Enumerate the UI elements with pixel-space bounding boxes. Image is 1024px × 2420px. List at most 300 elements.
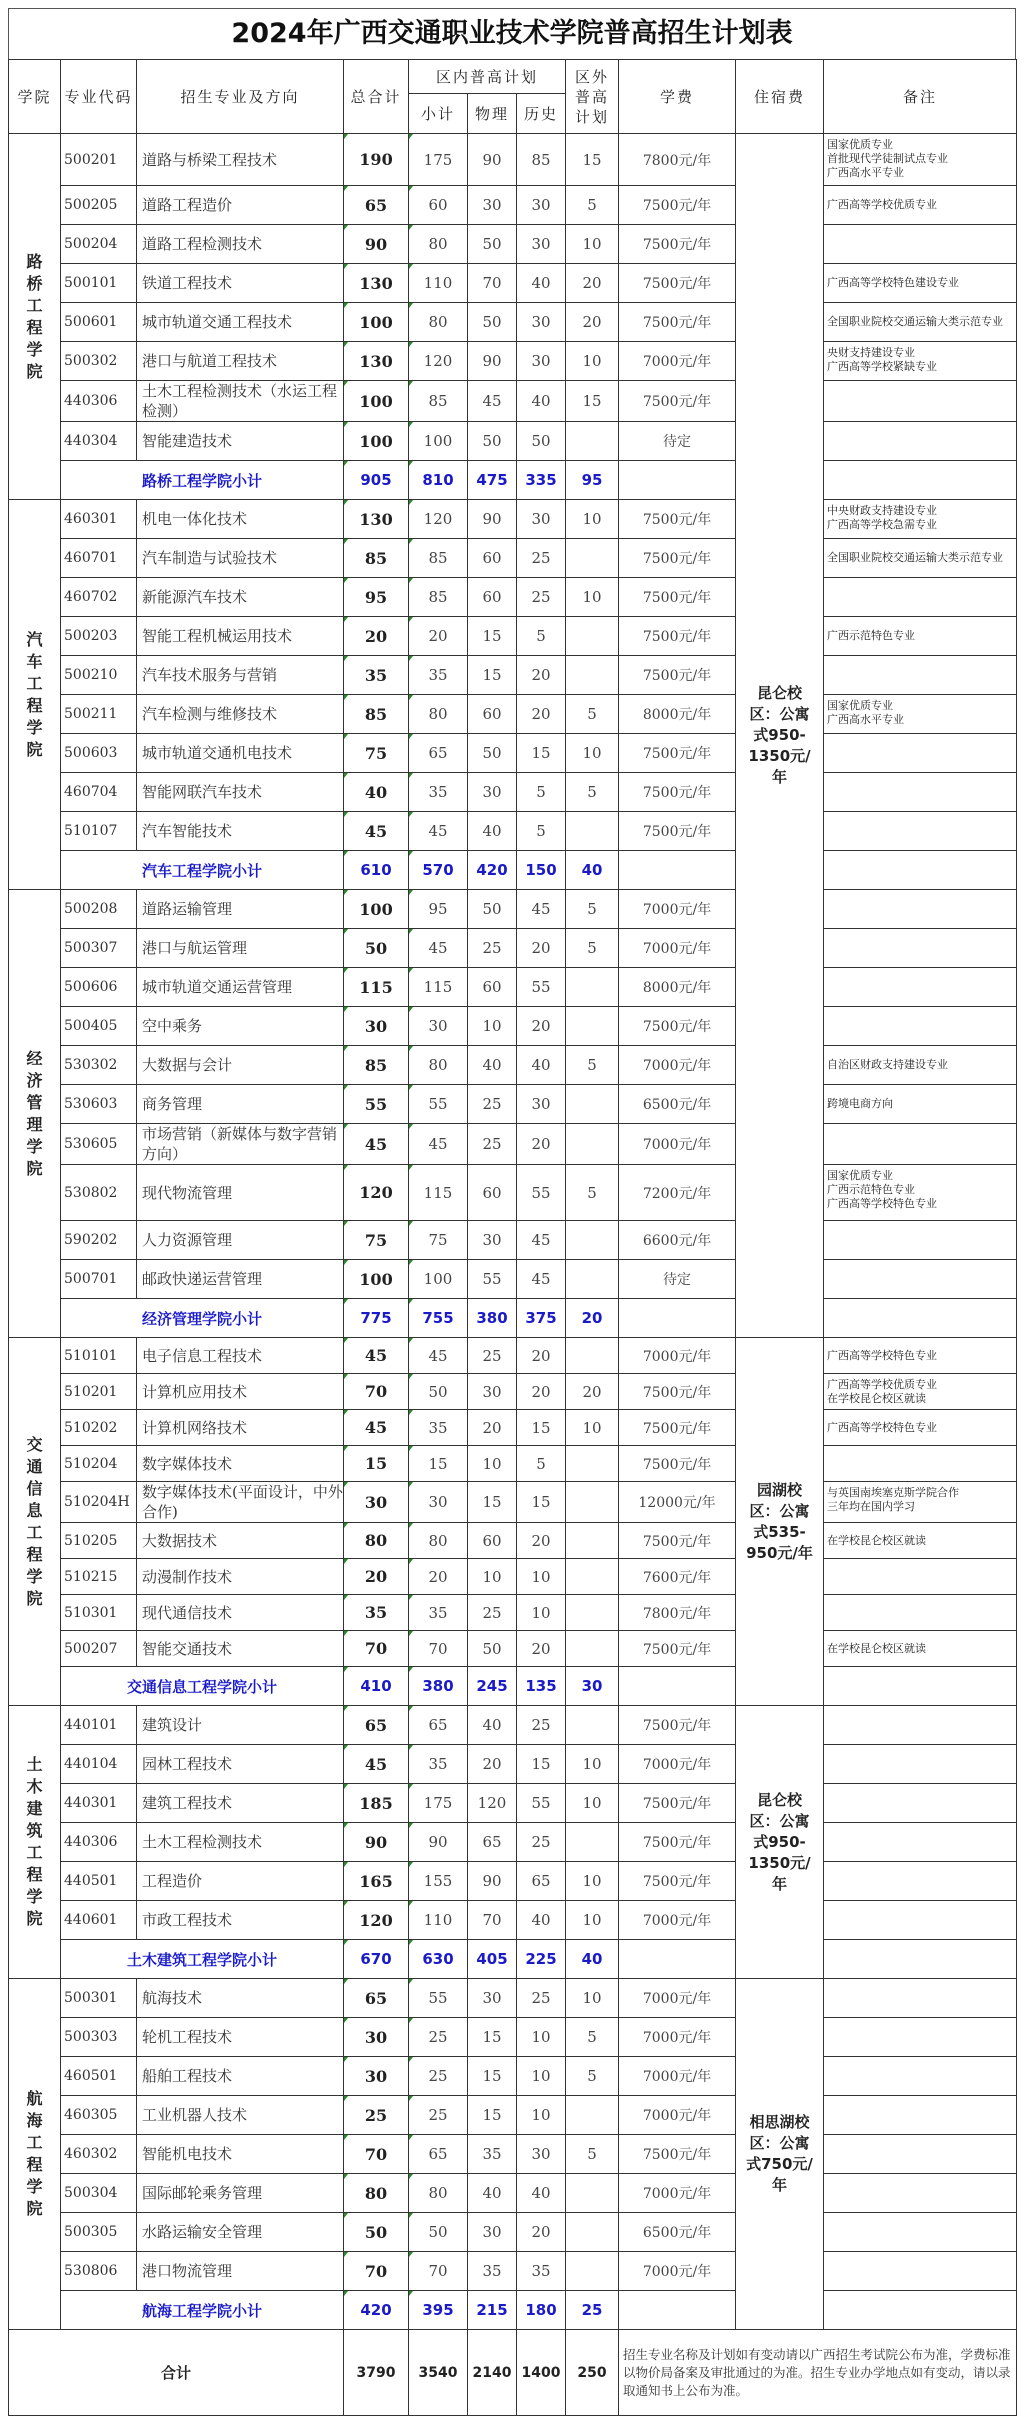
table-row (9, 1165, 1017, 1221)
college-name-char: 筑 (26, 1821, 43, 1840)
major-code: 500210 (61, 656, 137, 695)
major-code: 510107 (61, 812, 137, 851)
physics-count: 60 (468, 1165, 517, 1221)
major-name: 计算机网络技术 (137, 1410, 344, 1446)
major-code: 530802 (61, 1165, 137, 1221)
college-name-char: 管 (26, 1092, 43, 1112)
table-row (9, 1007, 1017, 1046)
remark-line: 国家优质专业 (827, 1169, 894, 1182)
history-count: 25 (517, 578, 566, 617)
major-code: 460701 (61, 539, 137, 578)
total-count: 100 (344, 422, 409, 461)
out-region-count: 5 (566, 890, 619, 929)
subtotal-out: 25 (566, 2291, 619, 2330)
total-count: 30 (344, 1007, 409, 1046)
header-dorm: 住宿费 (736, 60, 824, 134)
in-region-subtotal: 35 (409, 1410, 468, 1446)
history-count: 15 (517, 1410, 566, 1446)
remark-cell (824, 734, 1017, 773)
physics-count: 10 (468, 1007, 517, 1046)
history-count: 30 (517, 186, 566, 225)
tuition-fee: 7500元/年 (619, 773, 736, 812)
total-count: 45 (344, 1124, 409, 1165)
table-row (9, 2213, 1017, 2252)
tuition-fee: 7500元/年 (619, 1007, 736, 1046)
remark-cell (824, 1631, 1017, 1667)
major-name: 智能交通技术 (137, 1631, 344, 1667)
out-region-count: 10 (566, 1410, 619, 1446)
header-remark: 备注 (824, 60, 1017, 134)
physics-count: 25 (468, 1595, 517, 1631)
subtotal-out: 95 (566, 461, 619, 500)
history-count: 5 (517, 812, 566, 851)
remark-line: 广西高水平专业 (827, 713, 905, 726)
subtotal-label: 交通信息工程学院小计 (61, 1667, 344, 1706)
dorm-fee-cell (736, 1706, 824, 1979)
in-region-subtotal: 115 (409, 968, 468, 1007)
total-count: 100 (344, 303, 409, 342)
major-name: 水路运输安全管理 (137, 2213, 344, 2252)
total-count: 100 (344, 1260, 409, 1299)
in-region-subtotal: 85 (409, 539, 468, 578)
physics-count: 10 (468, 1446, 517, 1482)
tuition-fee: 7500元/年 (619, 381, 736, 422)
college-name-cell (9, 134, 61, 500)
subtotal-subtotal: 380 (409, 1667, 468, 1706)
table-header (9, 60, 1017, 134)
remark-line: 跨境电商方向 (827, 1097, 894, 1110)
remark-cell (824, 2057, 1017, 2096)
subtotal-physics: 215 (468, 2291, 517, 2330)
total-count: 75 (344, 734, 409, 773)
in-region-subtotal: 45 (409, 812, 468, 851)
major-code: 500301 (61, 1979, 137, 2018)
major-code: 440601 (61, 1901, 137, 1940)
in-region-subtotal: 25 (409, 2018, 468, 2057)
total-count: 30 (344, 2057, 409, 2096)
major-code: 590202 (61, 1221, 137, 1260)
tuition-fee: 7500元/年 (619, 225, 736, 264)
major-code: 500606 (61, 968, 137, 1007)
major-name: 城市轨道交通运营管理 (137, 968, 344, 1007)
in-region-subtotal: 80 (409, 1523, 468, 1559)
tuition-fee: 6600元/年 (619, 1221, 736, 1260)
physics-count: 25 (468, 1124, 517, 1165)
history-count: 10 (517, 2057, 566, 2096)
total-count: 35 (344, 656, 409, 695)
history-count: 20 (517, 1374, 566, 1410)
tuition-fee: 7200元/年 (619, 1165, 736, 1221)
subtotal-remark-empty (824, 1940, 1017, 1979)
out-region-count: 10 (566, 1862, 619, 1901)
total-count: 115 (344, 968, 409, 1007)
college-name-char: 息 (26, 1500, 43, 1520)
header-out-region: 区外普高计划 (566, 60, 619, 134)
physics-count: 50 (468, 225, 517, 264)
history-count: 25 (517, 1823, 566, 1862)
in-region-subtotal: 175 (409, 134, 468, 186)
tuition-fee: 待定 (619, 422, 736, 461)
physics-count: 50 (468, 1631, 517, 1667)
college-name-char: 院 (26, 1158, 43, 1178)
history-count: 35 (517, 2252, 566, 2291)
remark-cell (824, 1165, 1017, 1221)
tuition-fee: 7500元/年 (619, 1410, 736, 1446)
total-count: 95 (344, 578, 409, 617)
tuition-fee: 7500元/年 (619, 500, 736, 539)
subtotal-tuition-empty (619, 1299, 736, 1338)
remark-line: 央财支持建设专业 (827, 346, 916, 359)
remark-cell (824, 134, 1017, 186)
total-count: 165 (344, 1862, 409, 1901)
history-count: 15 (517, 734, 566, 773)
subtotal-label: 航海工程学院小计 (61, 2291, 344, 2330)
physics-count: 60 (468, 578, 517, 617)
major-code: 500305 (61, 2213, 137, 2252)
college-name-char: 学 (26, 339, 43, 359)
out-region-count: 10 (566, 342, 619, 381)
major-code: 530605 (61, 1124, 137, 1165)
in-region-subtotal: 70 (409, 2252, 468, 2291)
history-count: 25 (517, 1706, 566, 1745)
table-row (9, 539, 1017, 578)
remark-cell (824, 2213, 1017, 2252)
history-count: 45 (517, 890, 566, 929)
physics-count: 45 (468, 381, 517, 422)
major-name: 城市轨道交通工程技术 (137, 303, 344, 342)
tuition-fee: 待定 (619, 1260, 736, 1299)
physics-count: 15 (468, 2096, 517, 2135)
total-count: 45 (344, 1745, 409, 1784)
remark-cell (824, 2252, 1017, 2291)
table-row (9, 225, 1017, 264)
college-name-char: 学 (26, 2177, 43, 2196)
subtotal-subtotal: 755 (409, 1299, 468, 1338)
out-region-count (566, 1482, 619, 1523)
subtotal-out: 30 (566, 1667, 619, 1706)
college-name-char: 程 (26, 1544, 43, 1564)
dorm-fee-line: 式535- (753, 1522, 806, 1541)
physics-count: 90 (468, 134, 517, 186)
major-code: 460501 (61, 2057, 137, 2096)
table-row (9, 342, 1017, 381)
table-row (9, 1706, 1017, 1745)
remark-cell (824, 1979, 1017, 2018)
history-count: 30 (517, 500, 566, 539)
major-name: 市场营销（新媒体与数字营销方向） (137, 1124, 344, 1165)
major-code: 440306 (61, 1823, 137, 1862)
out-region-count (566, 422, 619, 461)
remark-cell (824, 225, 1017, 264)
physics-count: 70 (468, 1901, 517, 1940)
total-count: 20 (344, 617, 409, 656)
total-count: 45 (344, 812, 409, 851)
in-region-subtotal: 65 (409, 734, 468, 773)
remark-line: 中央财政支持建设专业 (827, 504, 938, 517)
subtotal-physics: 475 (468, 461, 517, 500)
total-count: 100 (344, 890, 409, 929)
subtotal-subtotal: 570 (409, 851, 468, 890)
major-code: 510204 (61, 1446, 137, 1482)
physics-count: 50 (468, 890, 517, 929)
physics-count: 55 (468, 1260, 517, 1299)
dorm-fee-line: 区：公寓 (749, 2134, 810, 2152)
tuition-fee: 7000元/年 (619, 2057, 736, 2096)
dorm-fee-cell (736, 1338, 824, 1706)
table-row (9, 500, 1017, 539)
total-count: 85 (344, 539, 409, 578)
subtotal-total: 670 (344, 1940, 409, 1979)
remark-line: 广西高等学校特色专业 (827, 1420, 938, 1434)
out-region-count (566, 539, 619, 578)
dorm-fee-line: 年 (772, 768, 788, 786)
physics-count: 50 (468, 422, 517, 461)
history-count: 25 (517, 1979, 566, 2018)
total-count: 120 (344, 1165, 409, 1221)
physics-count: 90 (468, 342, 517, 381)
subtotal-label: 路桥工程学院小计 (61, 461, 344, 500)
remark-cell (824, 578, 1017, 617)
subtotal-remark-empty (824, 2291, 1017, 2330)
major-name: 现代物流管理 (137, 1165, 344, 1221)
major-code: 460704 (61, 773, 137, 812)
major-name: 智能建造技术 (137, 422, 344, 461)
dorm-fee-line: 950元/年 (746, 1543, 813, 1562)
college-name-char: 工 (26, 1522, 43, 1542)
total-count: 70 (344, 2252, 409, 2291)
tuition-fee: 7000元/年 (619, 2174, 736, 2213)
history-count: 45 (517, 1260, 566, 1299)
subtotal-remark-empty (824, 1299, 1017, 1338)
college-name-cell (9, 1338, 61, 1706)
out-region-count (566, 1221, 619, 1260)
subtotal-tuition-empty (619, 461, 736, 500)
remark-line: 广西示范特色专业 (827, 629, 916, 642)
physics-count: 50 (468, 303, 517, 342)
out-region-count: 5 (566, 773, 619, 812)
major-code: 510215 (61, 1559, 137, 1595)
out-region-count: 15 (566, 134, 619, 186)
remark-cell (824, 1338, 1017, 1374)
history-count: 10 (517, 1559, 566, 1595)
table-row (9, 1124, 1017, 1165)
grand-total-out: 250 (566, 2330, 619, 2416)
remark-cell (824, 1374, 1017, 1410)
major-code: 510201 (61, 1374, 137, 1410)
table-row (9, 1979, 1017, 2018)
table-row (9, 1260, 1017, 1299)
table-row (9, 929, 1017, 968)
major-name: 智能工程机械运用技术 (137, 617, 344, 656)
history-count: 5 (517, 617, 566, 656)
college-name-char: 学 (26, 1887, 43, 1906)
out-region-count: 5 (566, 1165, 619, 1221)
history-count: 20 (517, 1631, 566, 1667)
total-count: 90 (344, 225, 409, 264)
subtotal-subtotal: 395 (409, 2291, 468, 2330)
subtotal-total: 905 (344, 461, 409, 500)
physics-count: 60 (468, 539, 517, 578)
remark-cell (824, 1446, 1017, 1482)
tuition-fee: 7000元/年 (619, 890, 736, 929)
history-count: 15 (517, 1482, 566, 1523)
remark-line: 三年均在国内学习 (827, 1500, 916, 1513)
in-region-subtotal: 110 (409, 1901, 468, 1940)
major-name: 邮政快递运营管理 (137, 1260, 344, 1299)
table-row (9, 2135, 1017, 2174)
history-count: 5 (517, 1446, 566, 1482)
out-region-count: 5 (566, 1046, 619, 1085)
major-code: 500302 (61, 342, 137, 381)
remark-line: 广西高水平专业 (827, 166, 905, 179)
physics-count: 25 (468, 1338, 517, 1374)
tuition-fee: 7000元/年 (619, 1338, 736, 1374)
table-row (9, 1745, 1017, 1784)
major-code: 500405 (61, 1007, 137, 1046)
college-name-char: 济 (26, 1070, 43, 1090)
remark-cell (824, 812, 1017, 851)
major-code: 500211 (61, 695, 137, 734)
remark-cell (824, 1745, 1017, 1784)
table-row (9, 1901, 1017, 1940)
subtotal-label: 汽车工程学院小计 (61, 851, 344, 890)
subtotal-row (9, 1299, 1017, 1338)
table-row (9, 1823, 1017, 1862)
remark-cell (824, 1559, 1017, 1595)
tuition-fee: 7500元/年 (619, 656, 736, 695)
in-region-subtotal: 80 (409, 695, 468, 734)
out-region-count: 5 (566, 2018, 619, 2057)
header-major: 招生专业及方向 (137, 60, 344, 134)
history-count: 10 (517, 2018, 566, 2057)
subtotal-history: 335 (517, 461, 566, 500)
table-row (9, 1631, 1017, 1667)
physics-count: 25 (468, 1085, 517, 1124)
tuition-fee: 7000元/年 (619, 1901, 736, 1940)
out-region-count: 5 (566, 929, 619, 968)
major-code: 510202 (61, 1410, 137, 1446)
in-region-subtotal: 45 (409, 1124, 468, 1165)
remark-cell (824, 264, 1017, 303)
dorm-fee-line: 式950- (753, 1832, 806, 1851)
subtotal-remark-empty (824, 461, 1017, 500)
in-region-subtotal: 30 (409, 1007, 468, 1046)
total-count: 85 (344, 1046, 409, 1085)
total-count: 190 (344, 134, 409, 186)
major-name: 国际邮轮乘务管理 (137, 2174, 344, 2213)
table-row (9, 1862, 1017, 1901)
major-name: 工业机器人技术 (137, 2096, 344, 2135)
major-code: 500203 (61, 617, 137, 656)
physics-count: 50 (468, 734, 517, 773)
table-row (9, 1046, 1017, 1085)
tuition-fee: 7500元/年 (619, 1862, 736, 1901)
dorm-fee-line: 相思湖校 (749, 2113, 810, 2131)
physics-count: 65 (468, 1823, 517, 1862)
in-region-subtotal: 30 (409, 1482, 468, 1523)
total-count: 30 (344, 1482, 409, 1523)
total-count: 130 (344, 342, 409, 381)
major-name: 土木工程检测技术（水运工程检测） (137, 381, 344, 422)
dorm-fee-cell (736, 1979, 824, 2330)
remark-cell (824, 1007, 1017, 1046)
major-code: 510205 (61, 1523, 137, 1559)
out-region-count (566, 1007, 619, 1046)
college-name-char: 航 (26, 2089, 43, 2108)
college-name-char: 海 (26, 2111, 43, 2130)
major-code: 500204 (61, 225, 137, 264)
history-count: 30 (517, 2135, 566, 2174)
out-region-count: 5 (566, 695, 619, 734)
remark-cell (824, 2135, 1017, 2174)
major-name: 园林工程技术 (137, 1745, 344, 1784)
table-row (9, 656, 1017, 695)
physics-count: 30 (468, 1979, 517, 2018)
table-row (9, 1595, 1017, 1631)
college-name-char: 院 (26, 739, 43, 759)
table-row (9, 1410, 1017, 1446)
table-row (9, 134, 1017, 186)
out-region-count (566, 1631, 619, 1667)
college-name-char: 通 (26, 1456, 43, 1476)
out-region-count: 10 (566, 1901, 619, 1940)
remark-cell (824, 1046, 1017, 1085)
tuition-fee: 7500元/年 (619, 1446, 736, 1482)
tuition-fee: 7500元/年 (619, 264, 736, 303)
table-row (9, 1446, 1017, 1482)
out-region-count (566, 1124, 619, 1165)
major-name: 航海技术 (137, 1979, 344, 2018)
tuition-fee: 7500元/年 (619, 2135, 736, 2174)
remark-line: 自治区财政支持建设专业 (827, 1058, 949, 1071)
major-code: 440101 (61, 1706, 137, 1745)
in-region-subtotal: 50 (409, 1374, 468, 1410)
history-count: 30 (517, 342, 566, 381)
enrollment-plan-sheet (8, 8, 1016, 2416)
history-count: 30 (517, 225, 566, 264)
remark-cell (824, 1823, 1017, 1862)
tuition-fee: 7500元/年 (619, 186, 736, 225)
tuition-fee: 7500元/年 (619, 1823, 736, 1862)
college-name-char: 程 (26, 1865, 43, 1884)
out-region-count: 5 (566, 186, 619, 225)
subtotal-row (9, 1940, 1017, 1979)
subtotal-history: 225 (517, 1940, 566, 1979)
college-name-char: 理 (26, 1114, 43, 1134)
table-row (9, 2096, 1017, 2135)
subtotal-physics: 420 (468, 851, 517, 890)
out-region-count (566, 656, 619, 695)
physics-count: 60 (468, 968, 517, 1007)
tuition-fee: 7500元/年 (619, 734, 736, 773)
physics-count: 40 (468, 812, 517, 851)
major-code: 460301 (61, 500, 137, 539)
remark-cell (824, 656, 1017, 695)
physics-count: 30 (468, 2213, 517, 2252)
remark-cell (824, 1862, 1017, 1901)
remark-cell (824, 773, 1017, 812)
out-region-count (566, 1085, 619, 1124)
total-count: 25 (344, 2096, 409, 2135)
physics-count: 60 (468, 1523, 517, 1559)
history-count: 40 (517, 1901, 566, 1940)
physics-count: 15 (468, 2018, 517, 2057)
remark-line: 全国职业院校交通运输大类示范专业 (827, 551, 1004, 564)
major-name: 电子信息工程技术 (137, 1338, 344, 1374)
in-region-subtotal: 65 (409, 1706, 468, 1745)
total-count: 85 (344, 695, 409, 734)
major-code: 500201 (61, 134, 137, 186)
